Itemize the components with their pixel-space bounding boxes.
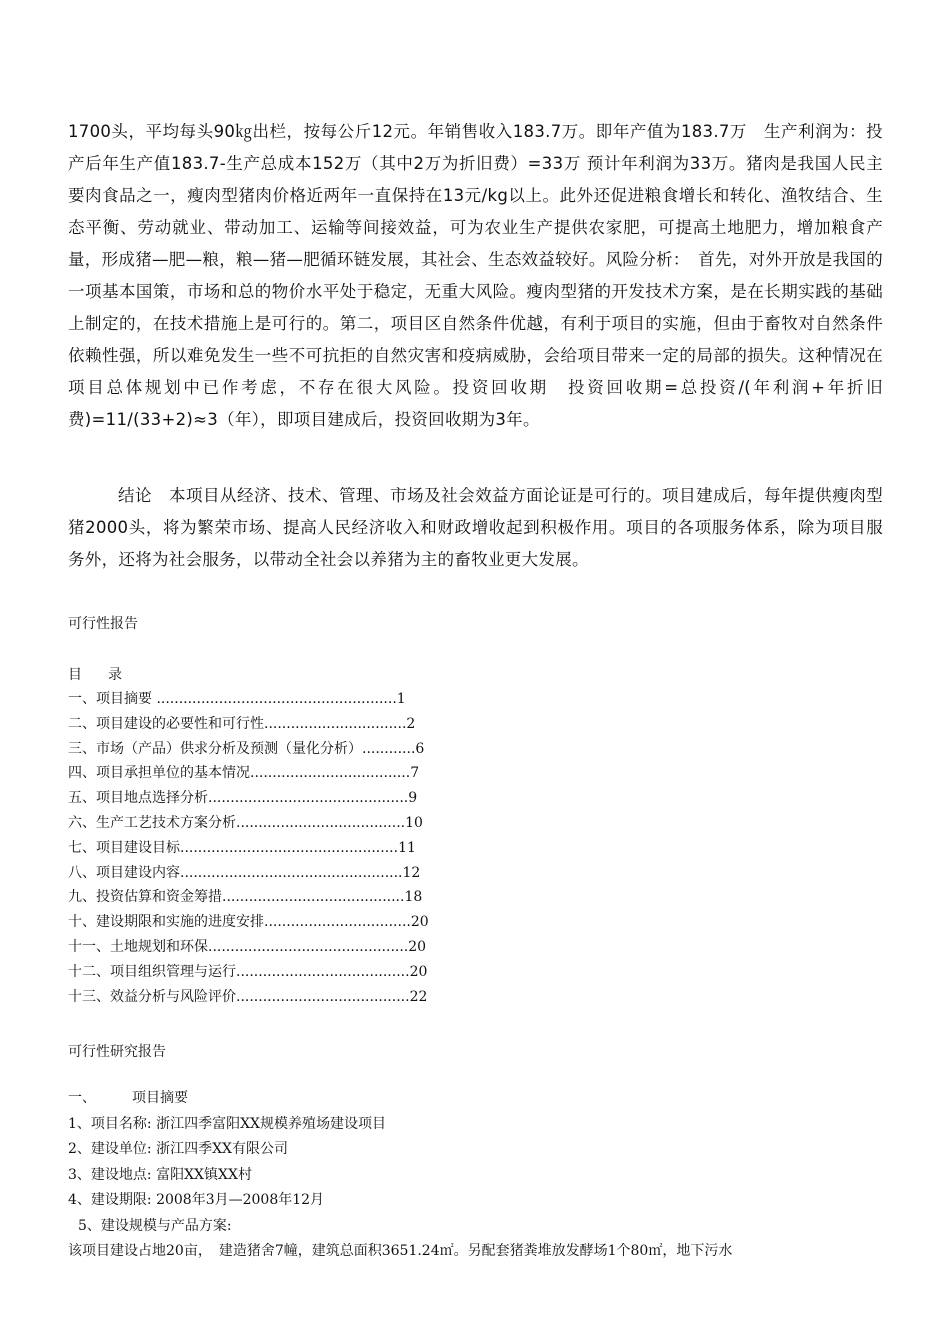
toc-entry[interactable]: 二、项目建设的必要性和可行性................................2 — [68, 715, 416, 732]
project-summary — [68, 1086, 883, 1265]
feasibility-report-title: 可行性报告 — [68, 616, 138, 632]
summary-item: 2、建设单位: 浙江四季XX有限公司 — [68, 1141, 289, 1157]
summary-body-line: 该项目建设占地20亩， 建造猪舍7幢，建筑总面积3651.24㎡。另配套猪粪堆放发酵场1个80㎡，地下污水 — [68, 1243, 733, 1259]
summary-item: 5、建设规模与产品方案: — [78, 1217, 232, 1234]
conclusion-paragraph: 结论 本项目从经济、技术、管理、市场及社会效益方面论证是可行的。项目建成后，每年提供瘦肉型猪2000头，将为繁荣市场、提高人民经济收入和财政增收起到积极作用。项目的各项服务体系，除为项目服务外，还将为社会服务，以带动全社会以养猪为主的畜牧业更大发展。 — [68, 486, 883, 569]
toc-entry[interactable]: 七、项目建设目标.................................................11 — [68, 839, 416, 856]
toc-entry[interactable]: 四、项目承担单位的基本情况....................................7 — [68, 765, 420, 782]
toc-entry[interactable]: 十三、效益分析与风险评价.......................................22 — [68, 988, 428, 1005]
summary-section-heading: 一、 项目摘要 — [68, 1090, 188, 1106]
table-of-contents — [68, 687, 429, 1009]
summary-item: 3、建设地点: 富阳XX镇XX村 — [68, 1166, 252, 1183]
toc-title-right: 录 — [108, 667, 122, 683]
toc-entry[interactable]: 一、项目摘要 ......................................................1 — [68, 691, 406, 707]
toc-title-left: 目 — [68, 667, 82, 683]
toc-entry[interactable]: 九、投资估算和资金筹措.........................................18 — [68, 889, 423, 906]
feasibility-study-report-title: 可行性研究报告 — [68, 1044, 166, 1060]
toc-entry[interactable]: 五、项目地点选择分析.............................................9 — [68, 790, 418, 807]
summary-item: 4、建设期限: 2008年3月—2008年12月 — [68, 1192, 325, 1208]
economic-risk-paragraph: 1700头，平均每头90㎏出栏，按每公斤12元。年销售收入183.7万。即年产值为183.7万 生产利润为：投产后年生产值183.7-生产总成本152万（其中2万为折旧费）=33万 预计年利润为33万。猪肉是我国人民主要肉食品之一，瘦肉型猪肉价格近两年一直保持在13元/kg以上。此外还促进粮食增长和转化、渔牧结合、生态平衡、劳动就业、带动加工、运输等间接效益，可为农业生产提供农家肥，可提高土地肥力，增加粮食产量，形成猪—肥—粮，粮—猪—肥循环链发展，其社会、生态效益较好。风险分析： 首先，对外开放是我国的一项基本国策，市场和总的物价水平处于稳定，无重大风险。瘦肉型猪的开发技术方案，是在长期实践的基础上制定的，在技术措施上是可行的。第二，项目区自然条件优越，有利于项目的实施，但由于畜牧对自然条件依赖性强，所以难免发生一些不可抗拒的自然灾害和疫病威胁，会给项目带来一定的局部的损失。这种情况在项目总体规划中已作考虑，不存在很大风险。投资回收期 投资回收期=总投资/(年利润+年折旧费)=11/(33+2)≈3（年），即项目建成后，投资回收期为3年。 — [68, 122, 883, 429]
toc-title — [68, 664, 122, 684]
toc-entry[interactable]: 十一、土地规划和环保.............................................20 — [68, 938, 427, 955]
toc-entry[interactable]: 三、市场（产品）供求分析及预测（量化分析）............6 — [68, 740, 425, 757]
toc-entry[interactable]: 八、项目建设内容..................................................12 — [68, 864, 421, 881]
summary-item: 1、项目名称: 浙江四季富阳XX规模养殖场建设项目 — [68, 1115, 387, 1132]
toc-entry[interactable]: 十二、项目组织管理与运行.......................................20 — [68, 963, 428, 980]
toc-entry[interactable]: 十、建设期限和实施的进度安排.................................20 — [68, 914, 429, 931]
toc-entry[interactable]: 六、生产工艺技术方案分析......................................10 — [68, 814, 423, 831]
